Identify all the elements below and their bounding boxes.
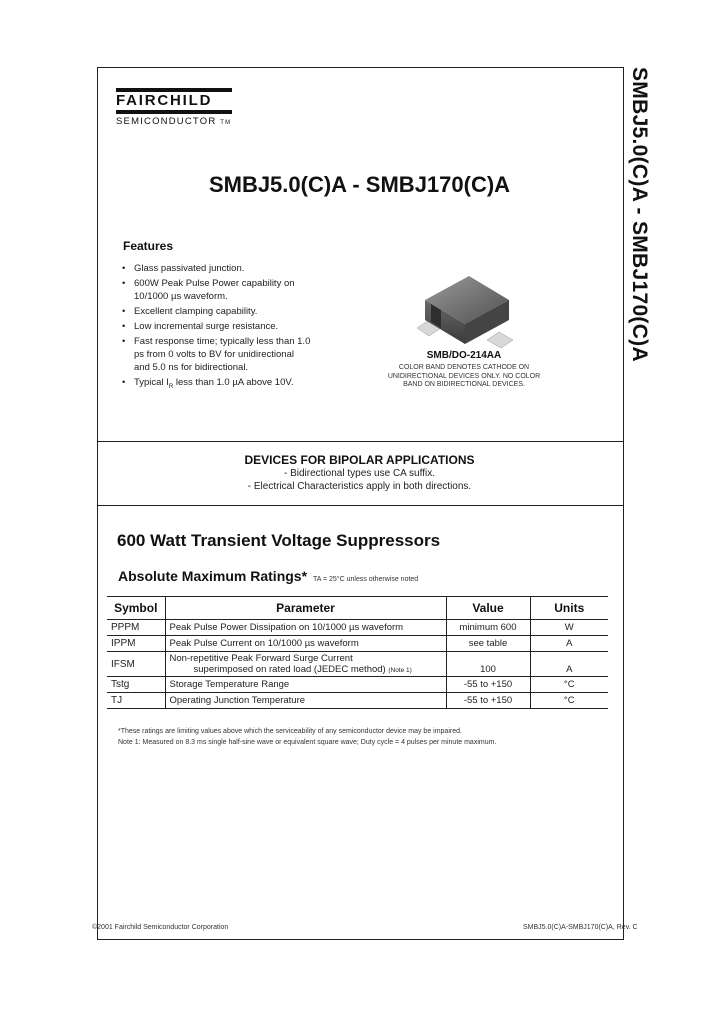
ratings-table bbox=[107, 596, 608, 709]
row-units: A bbox=[530, 636, 608, 652]
note-line: *These ratings are limiting values above which the serviceability of any semiconductor device may be impaired. bbox=[118, 728, 462, 735]
col-parameter: Parameter bbox=[165, 597, 446, 620]
footer-revision: SMBJ5.0(C)A-SMBJ170(C)A, Rev. C bbox=[523, 924, 638, 931]
feature-item: • Excellent clamping capability. bbox=[122, 305, 312, 318]
row-note-tag: (Note 1) bbox=[388, 667, 412, 674]
section-divider bbox=[97, 441, 624, 442]
bipolar-heading: DEVICES FOR BIPOLAR APPLICATIONS bbox=[244, 453, 475, 467]
table-row bbox=[107, 677, 608, 693]
row-symbol: IFSM bbox=[107, 652, 165, 677]
row-parameter: Operating Junction Temperature bbox=[165, 693, 446, 709]
notes bbox=[118, 726, 618, 748]
col-value: Value bbox=[446, 597, 530, 620]
logo-bottom-bar bbox=[116, 110, 232, 114]
row-parameter-cell bbox=[165, 652, 446, 677]
row-value: -55 to +150 bbox=[446, 677, 530, 693]
features-heading: Features bbox=[123, 239, 174, 253]
footer-copyright: ©2001 Fairchild Semiconductor Corporation bbox=[92, 924, 229, 931]
row-parameter: Non-repetitive Peak Forward Surge Current bbox=[169, 653, 353, 664]
note-line: Note 1: Measured on 8.3 ms single half-sine wave or equivalent square wave; Duty cycle = 4 pulses per minute maximum. bbox=[118, 739, 497, 746]
row-symbol: Tstg bbox=[107, 677, 165, 693]
logo-sub bbox=[116, 116, 242, 127]
row-symbol: TJ bbox=[107, 693, 165, 709]
table-row bbox=[107, 636, 608, 652]
feature-item: • Typical $I_R$ less than 1.0 µA above 10V. bbox=[122, 376, 312, 394]
feature-item: • Low incremental surge resistance. bbox=[122, 320, 312, 333]
row-parameter: Storage Temperature Range bbox=[165, 677, 446, 693]
package-note: COLOR BAND DENOTES CATHODE ON UNIDIRECTIONAL DEVICES ONLY. NO COLOR BAND ON BIDIRECTIONAL DEVICES. bbox=[387, 364, 541, 388]
row-value: see table bbox=[446, 636, 530, 652]
bipolar-line: - Electrical Characteristics apply in both directions. bbox=[247, 481, 472, 492]
ratings-heading: Absolute Maximum Ratings* bbox=[118, 568, 308, 584]
logo-name: FAIRCHILD bbox=[116, 92, 213, 109]
row-units: A bbox=[530, 652, 608, 677]
page-title: SMBJ5.0(C)A - SMBJ170(C)A bbox=[208, 172, 511, 197]
row-parameter-line2 bbox=[170, 664, 442, 675]
feature-item: • Glass passivated junction. bbox=[122, 262, 312, 275]
ratings-condition: TA = 25°C unless otherwise noted bbox=[313, 576, 419, 583]
table-row bbox=[107, 620, 608, 636]
table-row bbox=[107, 652, 608, 677]
row-units: °C bbox=[530, 693, 608, 709]
row-units: W bbox=[530, 620, 608, 636]
features-list bbox=[122, 262, 312, 396]
side-title: SMBJ5.0(C)A - SMBJ170(C)A bbox=[628, 67, 651, 362]
table-header-row bbox=[107, 597, 608, 620]
feature-item: • 600W Peak Pulse Power capability on 10/1000 µs waveform. bbox=[122, 277, 312, 303]
section-divider bbox=[97, 505, 624, 506]
row-value: minimum 600 bbox=[446, 620, 530, 636]
logo-sub-text: SEMICONDUCTOR bbox=[116, 116, 217, 127]
col-units: Units bbox=[530, 597, 608, 620]
package-image bbox=[411, 270, 517, 352]
row-value: -55 to +150 bbox=[446, 693, 530, 709]
fairchild-logo bbox=[116, 88, 242, 127]
row-value: 100 bbox=[446, 652, 530, 677]
col-symbol: Symbol bbox=[107, 597, 165, 620]
bipolar-line: - Bidirectional types use CA suffix. bbox=[284, 468, 435, 479]
feature-item: • Fast response time; typically less than 1.0 ps from 0 volts to BV for unidirectional and 5.0 ns for bidirectional. bbox=[122, 335, 312, 374]
package-caption bbox=[386, 350, 542, 390]
row-symbol: PPPM bbox=[107, 620, 165, 636]
section-title: 600 Watt Transient Voltage Suppressors bbox=[117, 531, 441, 550]
row-parameter: Peak Pulse Power Dissipation on 10/1000 µs waveform bbox=[165, 620, 446, 636]
package-label: SMB/DO-214AA bbox=[426, 350, 502, 361]
bipolar-section bbox=[97, 453, 622, 493]
row-symbol: IPPM bbox=[107, 636, 165, 652]
logo-tm: TM bbox=[220, 120, 232, 126]
row-parameter-cont: superimposed on rated load (JEDEC method) bbox=[193, 664, 386, 675]
row-parameter: Peak Pulse Current on 10/1000 µs waveform bbox=[165, 636, 446, 652]
table-row bbox=[107, 693, 608, 709]
row-units: °C bbox=[530, 677, 608, 693]
